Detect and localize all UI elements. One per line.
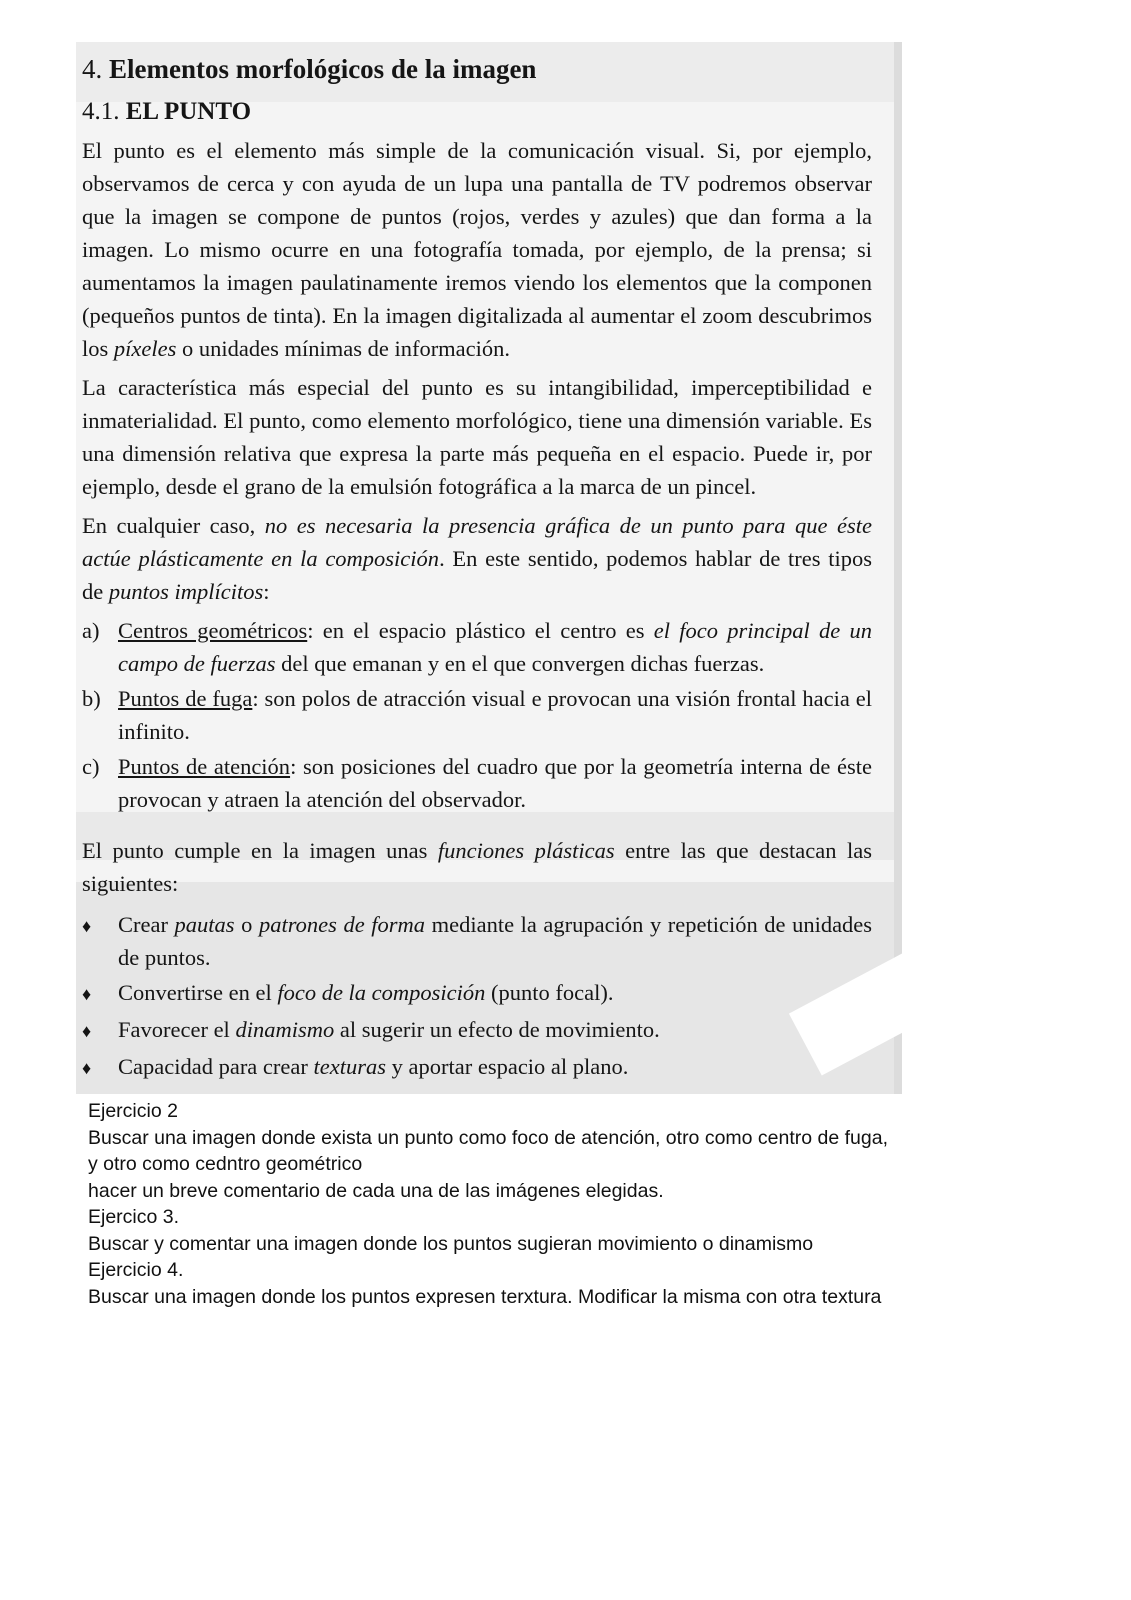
exercise-heading: Ejercico 3. bbox=[88, 1206, 180, 1228]
list-text: Favorecer el bbox=[118, 1017, 230, 1042]
list-marker: c) bbox=[82, 754, 100, 779]
paragraph-text: El punto cumple en la imagen unas bbox=[82, 838, 428, 863]
list-item-text bbox=[118, 1050, 872, 1083]
list-term: Centros geométricos bbox=[118, 618, 308, 643]
list-text: : son polos de atracción visual e provocan una visión frontal hacia el infinito. bbox=[118, 686, 872, 744]
list-item bbox=[82, 614, 872, 680]
paragraph-italic: funciones plásticas bbox=[437, 838, 615, 863]
exercise-text: Buscar y comentar una imagen donde los puntos sugieran movimiento o dinamismo bbox=[88, 1232, 814, 1255]
diamond-bullet-icon: ♦ bbox=[82, 916, 92, 936]
exercise-heading: Ejercicio 4. bbox=[88, 1259, 184, 1281]
paragraph-characteristics: La característica más especial del punto es su intangibilidad, imperceptibilidad e inmaterialidad. El punto, como elemento morfológico, tiene una dimensión variable. Es una dimensión relativa que expresa la parte más pequeña en el espacio. Puede ir, por ejemplo, desde el grano de la emulsión fotográfica a la marca de un pincel. bbox=[82, 375, 872, 499]
paragraph-implicit-points bbox=[82, 509, 872, 608]
list-text: : son posiciones del cuadro que por la geometría interna de éste provocan y atraen la atención del observador. bbox=[118, 754, 872, 812]
paragraph-functions bbox=[82, 834, 872, 900]
list-item-text bbox=[118, 1013, 872, 1046]
list-text: del que emanan y en el que convergen dichas fuerzas. bbox=[281, 651, 765, 676]
paragraph-text: o unidades mínimas de información. bbox=[181, 336, 511, 361]
section-heading bbox=[82, 52, 872, 86]
list-item-text bbox=[118, 614, 872, 680]
diamond-bullet-icon: ♦ bbox=[82, 984, 92, 1004]
exercise-text: Buscar una imagen donde los puntos expresen terxtura. Modificar la misma con otra textura bbox=[88, 1285, 882, 1308]
paragraph-text: . En este sentido, podemos hablar de tres tipos de bbox=[82, 546, 872, 604]
list-italic: dinamismo bbox=[235, 1017, 335, 1042]
list-text: Capacidad para crear bbox=[118, 1054, 308, 1079]
paragraph-italic: no es necesaria la presencia gráfica de un punto para que éste actúe plásticamente en la composición bbox=[82, 513, 873, 571]
list-item bbox=[82, 908, 872, 974]
list-term: Puntos de atención bbox=[118, 754, 291, 779]
paragraph-text: : bbox=[263, 579, 270, 604]
paragraph-text: En cualquier caso, bbox=[82, 513, 256, 538]
paragraph-italic: puntos implícitos bbox=[108, 579, 264, 604]
paragraph-text: El punto es el elemento más simple de la comunicación visual. Si, por ejemplo, observamos de cerca y con ayuda de un lupa una pantalla de TV podremos observar que la imagen se compone de puntos (rojos, verdes y azules) que dan forma a la imagen. Lo mismo ocurre en una fotografía tomada, por ejemplo, de la prensa; si aumentamos la imagen paulatinamente iremos viendo los elementos que la componen (pequeños puntos de tinta). En la imagen digitalizada al aumentar el zoom descubrimos los bbox=[82, 138, 872, 361]
list-text: al sugerir un efecto de movimiento. bbox=[339, 1017, 660, 1042]
list-text: Convertirse en el bbox=[118, 980, 272, 1005]
list-item bbox=[82, 682, 872, 748]
list-text: y aportar espacio al plano. bbox=[391, 1054, 629, 1079]
list-term: Puntos de fuga bbox=[118, 686, 253, 711]
list-item bbox=[82, 1050, 872, 1085]
list-item-text bbox=[118, 750, 872, 816]
list-item-text bbox=[118, 682, 872, 748]
list-italic: pautas bbox=[174, 912, 235, 937]
list-text: Crear bbox=[118, 912, 168, 937]
exercise-text: y otro como cedntro geométrico bbox=[88, 1153, 363, 1175]
paragraph-text: entre las que destacan las siguientes: bbox=[82, 838, 873, 896]
paragraph-intro bbox=[82, 134, 872, 365]
exercise-text: hacer un breve comentario de cada una de las imágenes elegidas. bbox=[88, 1179, 664, 1202]
list-marker: a) bbox=[82, 618, 100, 643]
diamond-bullet-icon: ♦ bbox=[82, 1021, 92, 1041]
list-text: : en el espacio plástico el centro es bbox=[307, 618, 645, 643]
list-marker: b) bbox=[82, 686, 101, 711]
subsection-heading bbox=[82, 96, 872, 128]
list-item bbox=[82, 1013, 872, 1048]
point-types-list bbox=[82, 614, 872, 816]
subsection-title: EL PUNTO bbox=[125, 98, 252, 125]
exercises-block bbox=[88, 1098, 1048, 1310]
list-text: mediante la agrupación y repetición de unidades de puntos. bbox=[118, 912, 873, 970]
list-item-text bbox=[118, 976, 872, 1009]
list-italic: texturas bbox=[313, 1054, 386, 1079]
paragraph-italic: píxeles bbox=[113, 336, 177, 361]
list-italic: foco de la composición bbox=[277, 980, 486, 1005]
section-title: Elementos morfológicos de la imagen bbox=[109, 54, 537, 84]
diamond-bullet-icon: ♦ bbox=[82, 1058, 92, 1078]
list-item-text bbox=[118, 908, 872, 974]
scan-content bbox=[82, 52, 872, 1094]
list-text: (punto focal). bbox=[491, 980, 614, 1005]
list-item bbox=[82, 976, 872, 1011]
scan-edge bbox=[894, 42, 902, 1094]
exercise-text: Buscar una imagen donde exista un punto como foco de atención, otro como centro de fuga, bbox=[88, 1126, 889, 1149]
list-italic: patrones de forma bbox=[258, 912, 426, 937]
list-italic: el foco principal de un campo de fuerzas bbox=[118, 618, 873, 676]
section-number: 4. bbox=[82, 54, 103, 84]
subsection-number: 4.1. bbox=[82, 98, 120, 125]
exercise-heading: Ejercicio 2 bbox=[88, 1100, 178, 1122]
scanned-page bbox=[76, 42, 902, 1094]
list-text: o bbox=[241, 912, 253, 937]
functions-list bbox=[82, 908, 872, 1085]
list-item bbox=[82, 750, 872, 816]
